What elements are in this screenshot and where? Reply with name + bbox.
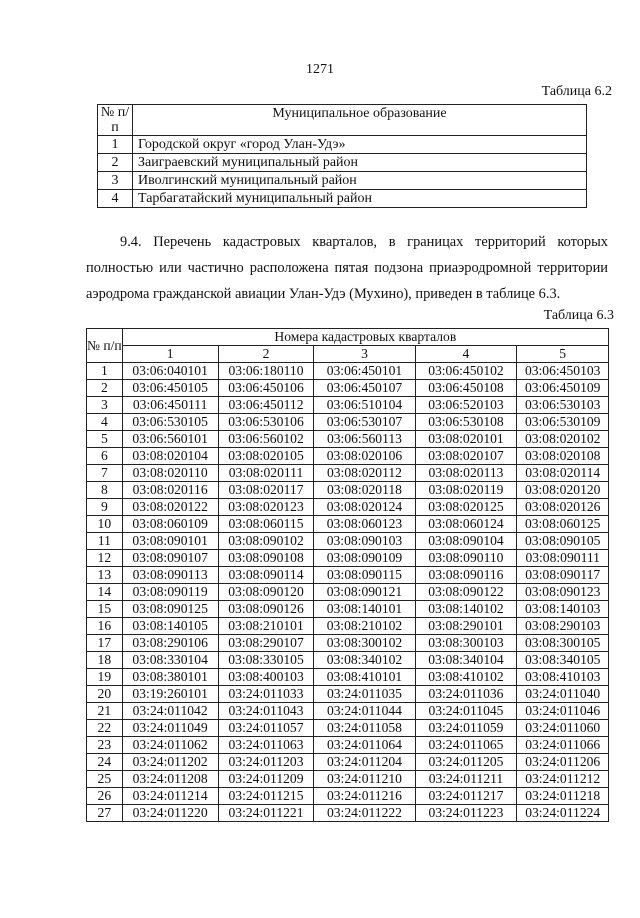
cadastral-quarter: 03:08:330104: [122, 652, 218, 669]
table-6-3-head: [87, 329, 609, 363]
table-row: [87, 482, 609, 499]
cadastral-quarter: 03:06:450111: [122, 397, 218, 414]
table-row: [87, 652, 609, 669]
cadastral-quarter: 03:08:020102: [517, 431, 609, 448]
cadastral-quarter: 03:08:020124: [314, 499, 415, 516]
table-row: [87, 414, 609, 431]
cadastral-quarter: 03:08:020117: [218, 482, 314, 499]
cadastral-quarter: 03:06:530103: [517, 397, 609, 414]
cadastral-quarter: 03:08:300105: [517, 635, 609, 652]
table-6-2: [97, 104, 587, 208]
table-row: [87, 703, 609, 720]
table-row: [87, 533, 609, 550]
municipality-name: Тарбагатайский муниципальный район: [133, 190, 587, 208]
cadastral-quarter: 03:08:060123: [314, 516, 415, 533]
cadastral-quarter: 03:08:020106: [314, 448, 415, 465]
row-number: 4: [98, 190, 133, 208]
table-row: [87, 516, 609, 533]
cadastral-quarter: 03:08:300103: [415, 635, 517, 652]
cadastral-quarter: 03:06:520103: [415, 397, 517, 414]
cadastral-quarter: 03:08:090121: [314, 584, 415, 601]
row-number: 11: [87, 533, 123, 550]
cadastral-quarter: 03:24:011217: [415, 788, 517, 805]
row-number: 19: [87, 669, 123, 686]
row-number: 16: [87, 618, 123, 635]
table-row: [87, 499, 609, 516]
cadastral-quarter: 03:08:340102: [314, 652, 415, 669]
cadastral-quarter: 03:08:290103: [517, 618, 609, 635]
column-number: 5: [517, 346, 609, 363]
cadastral-quarter: 03:08:020110: [122, 465, 218, 482]
cadastral-quarter: 03:06:450109: [517, 380, 609, 397]
cadastral-quarter: 03:24:011211: [415, 771, 517, 788]
cadastral-quarter: 03:08:090115: [314, 567, 415, 584]
cadastral-quarter: 03:08:090126: [218, 601, 314, 618]
table-row: [87, 550, 609, 567]
cadastral-quarter: 03:08:090113: [122, 567, 218, 584]
row-number: 21: [87, 703, 123, 720]
cadastral-quarter: 03:08:090111: [517, 550, 609, 567]
table-row: [87, 448, 609, 465]
row-number: 27: [87, 805, 123, 822]
table-6-3-body: [87, 363, 609, 822]
table-row: [87, 465, 609, 482]
cadastral-quarter: 03:06:450102: [415, 363, 517, 380]
row-number: 20: [87, 686, 123, 703]
cadastral-quarter: 03:24:011203: [218, 754, 314, 771]
cadastral-quarter: 03:08:020107: [415, 448, 517, 465]
row-number: 3: [98, 172, 133, 190]
municipality-name: Иволгинский муниципальный район: [133, 172, 587, 190]
row-number: 1: [87, 363, 123, 380]
cadastral-quarter: 03:08:020105: [218, 448, 314, 465]
cadastral-quarter: 03:06:530105: [122, 414, 218, 431]
cadastral-quarter: 03:24:011049: [122, 720, 218, 737]
cadastral-quarter: 03:08:330105: [218, 652, 314, 669]
cadastral-quarter: 03:24:011036: [415, 686, 517, 703]
cadastral-quarter: 03:24:011204: [314, 754, 415, 771]
table-row: [87, 397, 609, 414]
cadastral-quarter: 03:06:530109: [517, 414, 609, 431]
table-6-3: [86, 328, 609, 822]
cadastral-quarter: 03:24:011033: [218, 686, 314, 703]
cadastral-quarter: 03:06:450107: [314, 380, 415, 397]
cadastral-quarter: 03:24:011042: [122, 703, 218, 720]
table-row: [87, 686, 609, 703]
row-number: 4: [87, 414, 123, 431]
cadastral-quarter: 03:24:011035: [314, 686, 415, 703]
cadastral-quarter: 03:08:290107: [218, 635, 314, 652]
row-number: 5: [87, 431, 123, 448]
cadastral-quarter: 03:08:020113: [415, 465, 517, 482]
table-row: [87, 771, 609, 788]
row-number: 25: [87, 771, 123, 788]
cadastral-quarter: 03:19:260101: [122, 686, 218, 703]
table-6-3-header-row: [87, 329, 609, 346]
table-row: [87, 567, 609, 584]
cadastral-quarter: 03:08:090122: [415, 584, 517, 601]
cadastral-quarter: 03:24:011063: [218, 737, 314, 754]
cadastral-quarter: 03:08:020116: [122, 482, 218, 499]
row-number: 14: [87, 584, 123, 601]
cadastral-quarter: 03:24:011058: [314, 720, 415, 737]
table-row: [98, 136, 587, 154]
cadastral-quarter: 03:24:011208: [122, 771, 218, 788]
column-number: 4: [415, 346, 517, 363]
cadastral-quarter: 03:06:450108: [415, 380, 517, 397]
cadastral-quarter: 03:08:090116: [415, 567, 517, 584]
cadastral-quarter: 03:24:011065: [415, 737, 517, 754]
cadastral-quarter: 03:08:140105: [122, 618, 218, 635]
cadastral-quarter: 03:08:140102: [415, 601, 517, 618]
cadastral-quarter: 03:24:011215: [218, 788, 314, 805]
municipality-name: Городской округ «город Улан-Удэ»: [133, 136, 587, 154]
cadastral-quarter: 03:08:060125: [517, 516, 609, 533]
cadastral-quarter: 03:08:020126: [517, 499, 609, 516]
cadastral-quarter: 03:24:011045: [415, 703, 517, 720]
cadastral-quarter: 03:08:410101: [314, 669, 415, 686]
table-row: [87, 737, 609, 754]
table-row: [87, 363, 609, 380]
cadastral-quarter: 03:24:011205: [415, 754, 517, 771]
cadastral-quarter: 03:24:011057: [218, 720, 314, 737]
cadastral-quarter: 03:24:011062: [122, 737, 218, 754]
cadastral-quarter: 03:08:090107: [122, 550, 218, 567]
row-number: 2: [98, 154, 133, 172]
column-number: 1: [122, 346, 218, 363]
row-number: 17: [87, 635, 123, 652]
cadastral-quarter: 03:24:011064: [314, 737, 415, 754]
table-6-2-body: [98, 105, 587, 208]
row-number: 26: [87, 788, 123, 805]
cadastral-quarter: 03:24:011202: [122, 754, 218, 771]
cadastral-quarter: 03:06:560101: [122, 431, 218, 448]
cadastral-quarter: 03:06:560102: [218, 431, 314, 448]
column-number: 2: [218, 346, 314, 363]
cadastral-quarter: 03:06:180110: [218, 363, 314, 380]
cadastral-quarter: 03:08:140101: [314, 601, 415, 618]
cadastral-quarter: 03:08:020118: [314, 482, 415, 499]
cadastral-quarter: 03:08:380101: [122, 669, 218, 686]
municipality-name: Заиграевский муниципальный район: [133, 154, 587, 172]
cadastral-quarter: 03:24:011060: [517, 720, 609, 737]
table-row: [87, 584, 609, 601]
cadastral-quarter: 03:08:090109: [314, 550, 415, 567]
cadastral-quarter: 03:08:090101: [122, 533, 218, 550]
cadastral-quarter: 03:06:450101: [314, 363, 415, 380]
cadastral-quarter: 03:08:290101: [415, 618, 517, 635]
table-row: [87, 601, 609, 618]
cadastral-quarter: 03:24:011220: [122, 805, 218, 822]
cadastral-quarter: 03:24:011212: [517, 771, 609, 788]
page-number: 1271: [306, 62, 334, 77]
cadastral-quarter: 03:08:090114: [218, 567, 314, 584]
table-6-3-header-title: Номера кадастровых кварталов: [122, 329, 608, 346]
table-row: [87, 635, 609, 652]
cadastral-quarter: 03:08:090105: [517, 533, 609, 550]
row-number: 10: [87, 516, 123, 533]
row-number: 8: [87, 482, 123, 499]
table-6-2-caption: Таблица 6.2: [541, 84, 612, 99]
row-number: 3: [87, 397, 123, 414]
cadastral-quarter: 03:08:410103: [517, 669, 609, 686]
row-number: 7: [87, 465, 123, 482]
table-row: [87, 618, 609, 635]
table-row: [98, 154, 587, 172]
cadastral-quarter: 03:06:450112: [218, 397, 314, 414]
paragraph-line-3: аэродрома гражданской авиации Улан-Удэ (Мухино), приведен в таблице 6.3.: [86, 286, 561, 302]
cadastral-quarter: 03:08:090108: [218, 550, 314, 567]
row-number: 6: [87, 448, 123, 465]
table-6-3-header-no: № п/п: [87, 329, 123, 363]
cadastral-quarter: 03:08:090120: [218, 584, 314, 601]
row-number: 24: [87, 754, 123, 771]
cadastral-quarter: 03:08:020123: [218, 499, 314, 516]
cadastral-quarter: 03:08:140103: [517, 601, 609, 618]
paragraph-line-1: 9.4. Перечень кадастровых кварталов, в границах территорий которых: [120, 234, 608, 250]
paragraph-line-2: полностью или частично расположена пятая подзона приаэродромной территории: [86, 260, 608, 276]
cadastral-quarter: 03:08:290106: [122, 635, 218, 652]
cadastral-quarter: 03:24:011223: [415, 805, 517, 822]
table-row: [87, 754, 609, 771]
row-number: 22: [87, 720, 123, 737]
cadastral-quarter: 03:24:011221: [218, 805, 314, 822]
cadastral-quarter: 03:08:340105: [517, 652, 609, 669]
row-number: 18: [87, 652, 123, 669]
cadastral-quarter: 03:08:020101: [415, 431, 517, 448]
cadastral-quarter: 03:08:020108: [517, 448, 609, 465]
table-6-2-header-row: [98, 105, 587, 136]
row-number: 2: [87, 380, 123, 397]
cadastral-quarter: 03:08:020122: [122, 499, 218, 516]
cadastral-quarter: 03:24:011043: [218, 703, 314, 720]
row-number: 15: [87, 601, 123, 618]
cadastral-quarter: 03:08:400103: [218, 669, 314, 686]
table-row: [87, 788, 609, 805]
row-number: 23: [87, 737, 123, 754]
cadastral-quarter: 03:08:020104: [122, 448, 218, 465]
cadastral-quarter: 03:24:011040: [517, 686, 609, 703]
cadastral-quarter: 03:24:011066: [517, 737, 609, 754]
cadastral-quarter: 03:24:011044: [314, 703, 415, 720]
cadastral-quarter: 03:08:020111: [218, 465, 314, 482]
cadastral-quarter: 03:08:020120: [517, 482, 609, 499]
cadastral-quarter: 03:08:090119: [122, 584, 218, 601]
cadastral-quarter: 03:08:020112: [314, 465, 415, 482]
cadastral-quarter: 03:24:011209: [218, 771, 314, 788]
table-6-3-caption: Таблица 6.3: [543, 308, 614, 323]
cadastral-quarter: 03:06:530108: [415, 414, 517, 431]
cadastral-quarter: 03:06:450106: [218, 380, 314, 397]
cadastral-quarter: 03:24:011046: [517, 703, 609, 720]
cadastral-quarter: 03:24:011214: [122, 788, 218, 805]
row-number: 12: [87, 550, 123, 567]
table-row: [87, 805, 609, 822]
cadastral-quarter: 03:08:410102: [415, 669, 517, 686]
table-row: [98, 172, 587, 190]
cadastral-quarter: 03:08:210101: [218, 618, 314, 635]
cadastral-quarter: 03:08:020114: [517, 465, 609, 482]
cadastral-quarter: 03:06:040101: [122, 363, 218, 380]
cadastral-quarter: 03:08:340104: [415, 652, 517, 669]
cadastral-quarter: 03:08:090117: [517, 567, 609, 584]
cadastral-quarter: 03:08:060124: [415, 516, 517, 533]
cadastral-quarter: 03:24:011210: [314, 771, 415, 788]
cadastral-quarter: 03:08:060115: [218, 516, 314, 533]
cadastral-quarter: 03:06:530106: [218, 414, 314, 431]
cadastral-quarter: 03:08:090125: [122, 601, 218, 618]
paragraph-9-4: [86, 229, 608, 307]
cadastral-quarter: 03:08:090123: [517, 584, 609, 601]
cadastral-quarter: 03:06:560113: [314, 431, 415, 448]
table-row: [87, 431, 609, 448]
table-6-3-column-numbers: [87, 346, 609, 363]
cadastral-quarter: 03:08:020119: [415, 482, 517, 499]
cadastral-quarter: 03:06:450103: [517, 363, 609, 380]
cadastral-quarter: 03:24:011222: [314, 805, 415, 822]
cadastral-quarter: 03:24:011218: [517, 788, 609, 805]
table-6-2-header-no: № п/п: [98, 105, 133, 136]
cadastral-quarter: 03:08:300102: [314, 635, 415, 652]
cadastral-quarter: 03:06:450105: [122, 380, 218, 397]
cadastral-quarter: 03:08:090110: [415, 550, 517, 567]
row-number: 13: [87, 567, 123, 584]
cadastral-quarter: 03:08:060109: [122, 516, 218, 533]
table-row: [98, 190, 587, 208]
cadastral-quarter: 03:08:020125: [415, 499, 517, 516]
cadastral-quarter: 03:24:011224: [517, 805, 609, 822]
column-number: 3: [314, 346, 415, 363]
table-6-2-header-title: Муниципальное образование: [133, 105, 587, 136]
cadastral-quarter: 03:06:510104: [314, 397, 415, 414]
cadastral-quarter: 03:08:210102: [314, 618, 415, 635]
cadastral-quarter: 03:24:011206: [517, 754, 609, 771]
table-row: [87, 669, 609, 686]
row-number: 9: [87, 499, 123, 516]
table-row: [87, 380, 609, 397]
table-row: [87, 720, 609, 737]
cadastral-quarter: 03:08:090104: [415, 533, 517, 550]
cadastral-quarter: 03:08:090103: [314, 533, 415, 550]
row-number: 1: [98, 136, 133, 154]
cadastral-quarter: 03:24:011059: [415, 720, 517, 737]
cadastral-quarter: 03:08:090102: [218, 533, 314, 550]
cadastral-quarter: 03:24:011216: [314, 788, 415, 805]
cadastral-quarter: 03:06:530107: [314, 414, 415, 431]
